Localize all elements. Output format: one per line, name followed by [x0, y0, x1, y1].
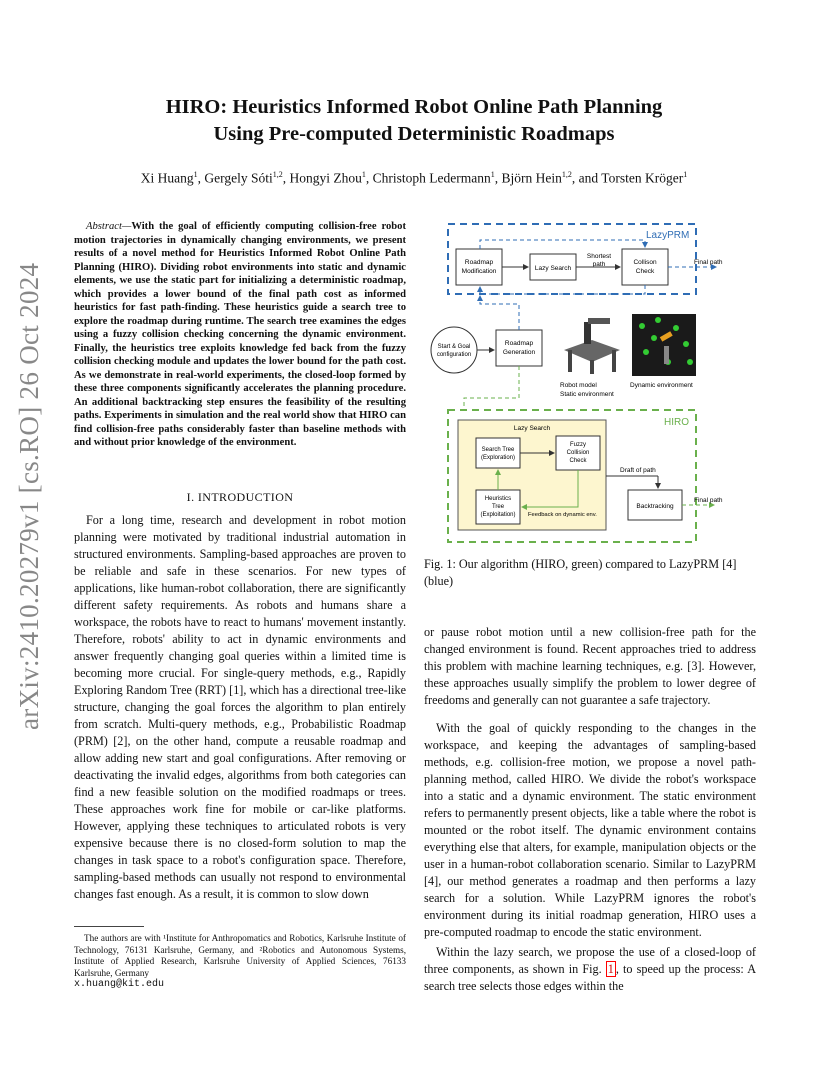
- collision-check-label-2: Check: [635, 268, 655, 275]
- robot-model-image: [558, 314, 622, 376]
- roadmap-modification-box: [456, 249, 502, 285]
- intro-paragraph-1: For a long time, research and development in robot motion planning were motivated by traditional industrial automation in structured environments. Sampling-based approaches are proven to be reliable and safe in these scenarios. For new types of applications, like human-robot collaboration, there are significantly different safety requirements. As robots and humans share a workspace, the robots have to react to humans' movement instantly. Therefore, robots' ability to act in dynamic environments and answer frequently changing goal queries within a limited time is becoming more crucial. For single-query methods, e.g., Rapidly Exploring Random Tree (RRT) [1], which has a directional tree-like structure, changing the goal forces the algorithm to plan entirely from scratch. Multi-query methods, e.g., Probabilistic Roadmap (PRM) [2], on the other hand, compute a reusable roadmap and allow adding new start and goal configurations. After removing or deactivating the invalid edges, algorithms from both categories can find a new feasible solution on the modified roadmaps or trees. These approaches work fine for mobile or car-like platforms. However, applying these techniques to articulated robots is very expensive because there is no closed-form solution to map the changes in task space to a robot's configuration space. Therefore, sampling-based methods can usually not respond to environmental changes fast enough. As a result, it is common to slow down: [74, 513, 406, 901]
- abstract-text: With the goal of efficiently computing collision-free robot motion trajectories in dynamically changing environments, we present results of a novel method for Heuristics Informed Robot Online Path Planning (HIRO). Dividing robot environments into static and dynamic elements, we use the static part for initializing a deterministic roadmap, which provides a lower bound of the final path cost as informed heuristics for fast path-finding. These heuristics guide a search tree to explore the roadmap during runtime. The search tree examines the edges using a fuzzy collision checking concerning the dynamic environment. Finally, the heuristics tree exploits knowledge fed back from the fuzzy collision checking module and updates the lower bound for the path cost. As we demonstrate in real-world experiments, the closed-loop formed by these three components significantly accelerates the planning procedure. An additional backtracking step ensures the feasibility of the resulting paths. Experiments in simulation and the real world show that HIRO can find collision-free paths considerably faster than baseline methods with and without prior knowledge of the environment.: [74, 221, 406, 448]
- start-goal-label: Start & Goal: [437, 344, 471, 350]
- shortest-path-label-2: path: [592, 261, 606, 268]
- search-tree-box: [476, 438, 520, 468]
- final-path-bottom-label: Final path: [694, 497, 723, 504]
- roadmap-modification-label-2: Modification: [461, 268, 497, 275]
- arrow: [480, 240, 645, 249]
- author: Gergely Sóti: [204, 170, 273, 186]
- draft-path-label: Draft of path: [620, 467, 656, 474]
- roadmap-generation-label: Roadmap: [504, 340, 534, 347]
- arxiv-identifier: arXiv:2410.20279v1 [cs.RO] 26 Oct 2024: [14, 262, 44, 730]
- dynamic-env-label: Dynamic environment: [630, 382, 693, 389]
- figure-1-diagram: [424, 222, 756, 552]
- heuristics-tree-label-3: (Exploitation): [480, 512, 516, 518]
- affiliation-mark: 1: [490, 170, 495, 179]
- fuzzy-check-label: Fuzzy: [569, 442, 587, 448]
- paragraph-text: , to speed up the process: A search tree selects those edges within the: [424, 962, 756, 993]
- roadmap-modification-label: Roadmap: [464, 259, 494, 266]
- lazyprm-label: LazyPRM: [646, 230, 690, 241]
- footnote-email[interactable]: x.huang@kit.edu: [74, 979, 165, 991]
- robot-model-label: Robot model: [560, 382, 597, 389]
- fuzzy-check-label-2: Collision: [566, 450, 590, 456]
- figure-reference-link[interactable]: 1: [607, 962, 614, 976]
- affiliation-mark: 1: [193, 170, 198, 179]
- lazy-search-top-label: Lazy Search: [534, 265, 572, 272]
- hiro-label: HIRO: [664, 417, 689, 428]
- heuristics-tree-label-2: Tree: [491, 504, 505, 510]
- footnote-text: The authors are with ¹Institute for Anthropomatics and Robotics, Karlsruhe Institute of Technology, 76131 Karlsruhe, Germany, and ²Robotics and Autonomous Systems, Institute of Applied Research, Karlsruhe University of Applied Sciences, 76133 Karlsruhe, Germany: [74, 933, 406, 978]
- footnote: [74, 933, 406, 991]
- feedback-label: Feedback on dynamic env.: [528, 512, 597, 518]
- start-goal-label-2: configuration: [436, 352, 472, 358]
- col2-paragraph-2: With the goal of quickly responding to the changes in the workspace, and keeping the advantages of sampling-based methods, e.g. collision-free motion, we propose a novel path-planning method, called HIRO. We divide the robot's workspace into a static and a dynamic environment. The static environment refers to permanently present objects, like a table where the robot is mounted or the robot itself. The dynamic environment contains everything else that alters, for example, manipulation objects or the user in a human-robot collaboration scenario. Similar to LazyPRM [4], our method generates a roadmap and then performs a lazy search for a solution. While LazyPRM ignores the robot's environment during its initial roadmap generation, HIRO uses a pre-computed roadmap to encode the static environment.: [424, 721, 756, 939]
- footnote-rule: [74, 926, 144, 927]
- shortest-path-label: Shortest: [586, 253, 612, 260]
- affiliation-mark: 1,2: [272, 170, 283, 179]
- arrow: [464, 366, 519, 410]
- dynamic-environment-image: [632, 314, 696, 376]
- roadmap-generation-box: [496, 330, 542, 366]
- author: Torsten Kröger: [601, 170, 684, 186]
- start-goal-circle: [431, 327, 477, 373]
- backtracking-label: Backtracking: [636, 503, 674, 510]
- feedback-arrow: [480, 285, 645, 294]
- lazy-search-bottom-label: Lazy Search: [513, 425, 551, 432]
- fuzzy-check-label-3: Check: [569, 458, 587, 464]
- affiliation-mark: 1: [361, 170, 366, 179]
- title-line-1: HIRO: Heuristics Informed Robot Online Path Planning: [165, 96, 663, 118]
- static-env-label: Static environment: [560, 391, 614, 398]
- author: Hongyi Zhou: [289, 170, 362, 186]
- search-tree-label-2: (Exploration): [480, 455, 516, 461]
- collision-check-box: [622, 249, 668, 285]
- author-list: Xi Huang$^1$, Gergely Sóti$^{1,2}$, Hongyi Zhou$^1$, Christoph Ledermann$^1$, Björn Hein$^{1,2}$, and Torsten Kröger$^1$: [140, 170, 688, 186]
- paragraph-text: Within the lazy search, we propose the use of a closed-loop of three components, as shown in Fig.: [424, 945, 756, 976]
- col2-paragraph-3: [424, 944, 756, 995]
- abstract-label: Abstract—: [86, 221, 132, 232]
- search-tree-label: Search Tree: [481, 447, 515, 453]
- author: Björn Hein: [501, 170, 562, 186]
- col2-paragraph-1: or pause robot motion until a new collision-free path for the changed environment is found. Recent approaches tried to address this problem with machine learning techniques, e.g. [3]. However, these approaches usually simplify the problem to lower degree of freedoms and generally can not guarantee a safe trajectory.: [424, 625, 756, 707]
- roadmap-generation-label-2: Generation: [502, 349, 536, 356]
- arrow: [480, 296, 519, 330]
- affiliation-mark: 1: [683, 170, 688, 179]
- author: Xi Huang: [140, 170, 194, 186]
- paper-title: [100, 94, 728, 148]
- figure-caption: Fig. 1: Our algorithm (HIRO, green) compared to LazyPRM [4] (blue): [424, 557, 737, 588]
- author: Christoph Ledermann: [372, 170, 491, 186]
- title-line-2: Using Pre-computed Deterministic Roadmaps: [213, 123, 615, 145]
- section-heading: I. INTRODUCTION: [186, 490, 294, 504]
- affiliation-mark: 1,2: [561, 170, 572, 179]
- collision-check-label: Collison: [633, 259, 657, 266]
- final-path-top-label: Final path: [694, 259, 723, 266]
- abstract: [74, 220, 406, 450]
- heuristics-tree-label: Heuristics: [484, 496, 512, 502]
